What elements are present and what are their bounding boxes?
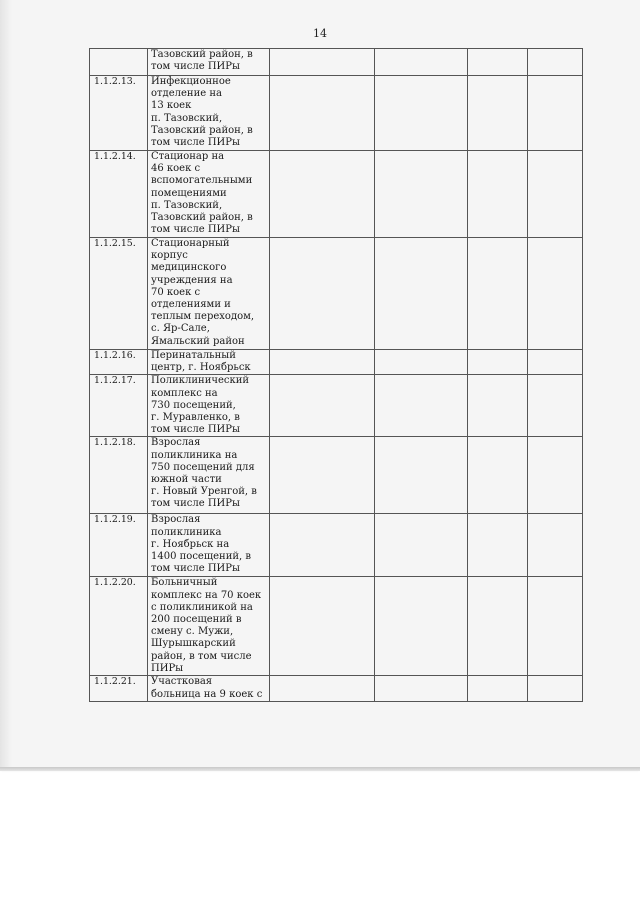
row-number-cell: 1.1.2.18. (90, 437, 148, 514)
empty-cell (528, 577, 583, 676)
empty-cell (468, 76, 528, 151)
facility-description-cell: Больничный комплекс на 70 коек с поликлиникой на 200 посещений в смену с. Мужи, Шурышкарский район, в том числе ПИРы (148, 577, 270, 676)
facility-description-cell: Стационарный корпус медицинского учреждения на 70 коек с отделениями и теплым переходом, с. Яр-Сале, Ямальский район (148, 238, 270, 350)
empty-cell (270, 437, 375, 514)
facility-description-cell: Взрослая поликлиника на 750 посещений для южной части г. Новый Уренгой, в том числе ПИРы (148, 437, 270, 514)
row-number-cell: 1.1.2.21. (90, 676, 148, 701)
row-number-cell: 1.1.2.19. (90, 514, 148, 577)
empty-cell (375, 350, 468, 375)
empty-cell (468, 151, 528, 238)
empty-cell (468, 375, 528, 437)
empty-cell (528, 437, 583, 514)
table-row (90, 437, 583, 514)
table-body (90, 49, 583, 702)
row-number-cell: 1.1.2.14. (90, 151, 148, 238)
empty-cell (528, 375, 583, 437)
empty-cell (528, 49, 583, 76)
table-row (90, 76, 583, 151)
row-number-cell: 1.1.2.16. (90, 350, 148, 375)
facility-description-cell: Стационар на 46 коек с вспомогательными помещениями п. Тазовский, Тазовский район, в том числе ПИРы (148, 151, 270, 238)
table-row (90, 577, 583, 676)
empty-cell (270, 238, 375, 350)
empty-cell (528, 151, 583, 238)
table-row (90, 350, 583, 375)
empty-cell (468, 577, 528, 676)
empty-cell (528, 238, 583, 350)
empty-cell (468, 238, 528, 350)
empty-cell (528, 514, 583, 577)
page-number: 14 (313, 27, 327, 40)
empty-cell (270, 676, 375, 701)
facilities-table (89, 48, 583, 702)
empty-cell (375, 151, 468, 238)
row-number-cell: 1.1.2.20. (90, 577, 148, 676)
empty-cell (270, 375, 375, 437)
row-number-cell: 1.1.2.13. (90, 76, 148, 151)
facility-description-cell: Инфекционное отделение на 13 коек п. Тазовский, Тазовский район, в том числе ПИРы (148, 76, 270, 151)
empty-cell (528, 676, 583, 701)
page-edge-shadow (0, 0, 12, 768)
empty-cell (468, 49, 528, 76)
empty-cell (375, 375, 468, 437)
empty-cell (375, 238, 468, 350)
empty-cell (468, 514, 528, 577)
empty-cell (375, 676, 468, 701)
row-number-cell (90, 49, 148, 76)
empty-cell (270, 350, 375, 375)
empty-cell (468, 676, 528, 701)
row-number-cell: 1.1.2.15. (90, 238, 148, 350)
empty-cell (528, 350, 583, 375)
empty-cell (270, 577, 375, 676)
empty-cell (468, 437, 528, 514)
table-row (90, 238, 583, 350)
empty-cell (270, 514, 375, 577)
facility-description-cell: Тазовский район, в том числе ПИРы (148, 49, 270, 76)
facility-description-cell: Перинатальный центр, г. Ноябрьск (148, 350, 270, 375)
row-number-cell: 1.1.2.17. (90, 375, 148, 437)
table-row (90, 676, 583, 701)
empty-cell (528, 76, 583, 151)
table-row (90, 151, 583, 238)
facility-description-cell: Участковая больница на 9 коек с (148, 676, 270, 701)
empty-cell (270, 49, 375, 76)
empty-cell (375, 577, 468, 676)
empty-cell (375, 514, 468, 577)
empty-cell (270, 76, 375, 151)
empty-cell (375, 76, 468, 151)
table-row (90, 514, 583, 577)
table-row (90, 49, 583, 76)
empty-cell (468, 350, 528, 375)
facility-description-cell: Поликлинический комплекс на 730 посещений, г. Муравленко, в том числе ПИРы (148, 375, 270, 437)
facility-description-cell: Взрослая поликлиника г. Ноябрьск на 1400 посещений, в том числе ПИРы (148, 514, 270, 577)
empty-cell (270, 151, 375, 238)
empty-cell (375, 437, 468, 514)
table-row (90, 375, 583, 437)
empty-cell (375, 49, 468, 76)
